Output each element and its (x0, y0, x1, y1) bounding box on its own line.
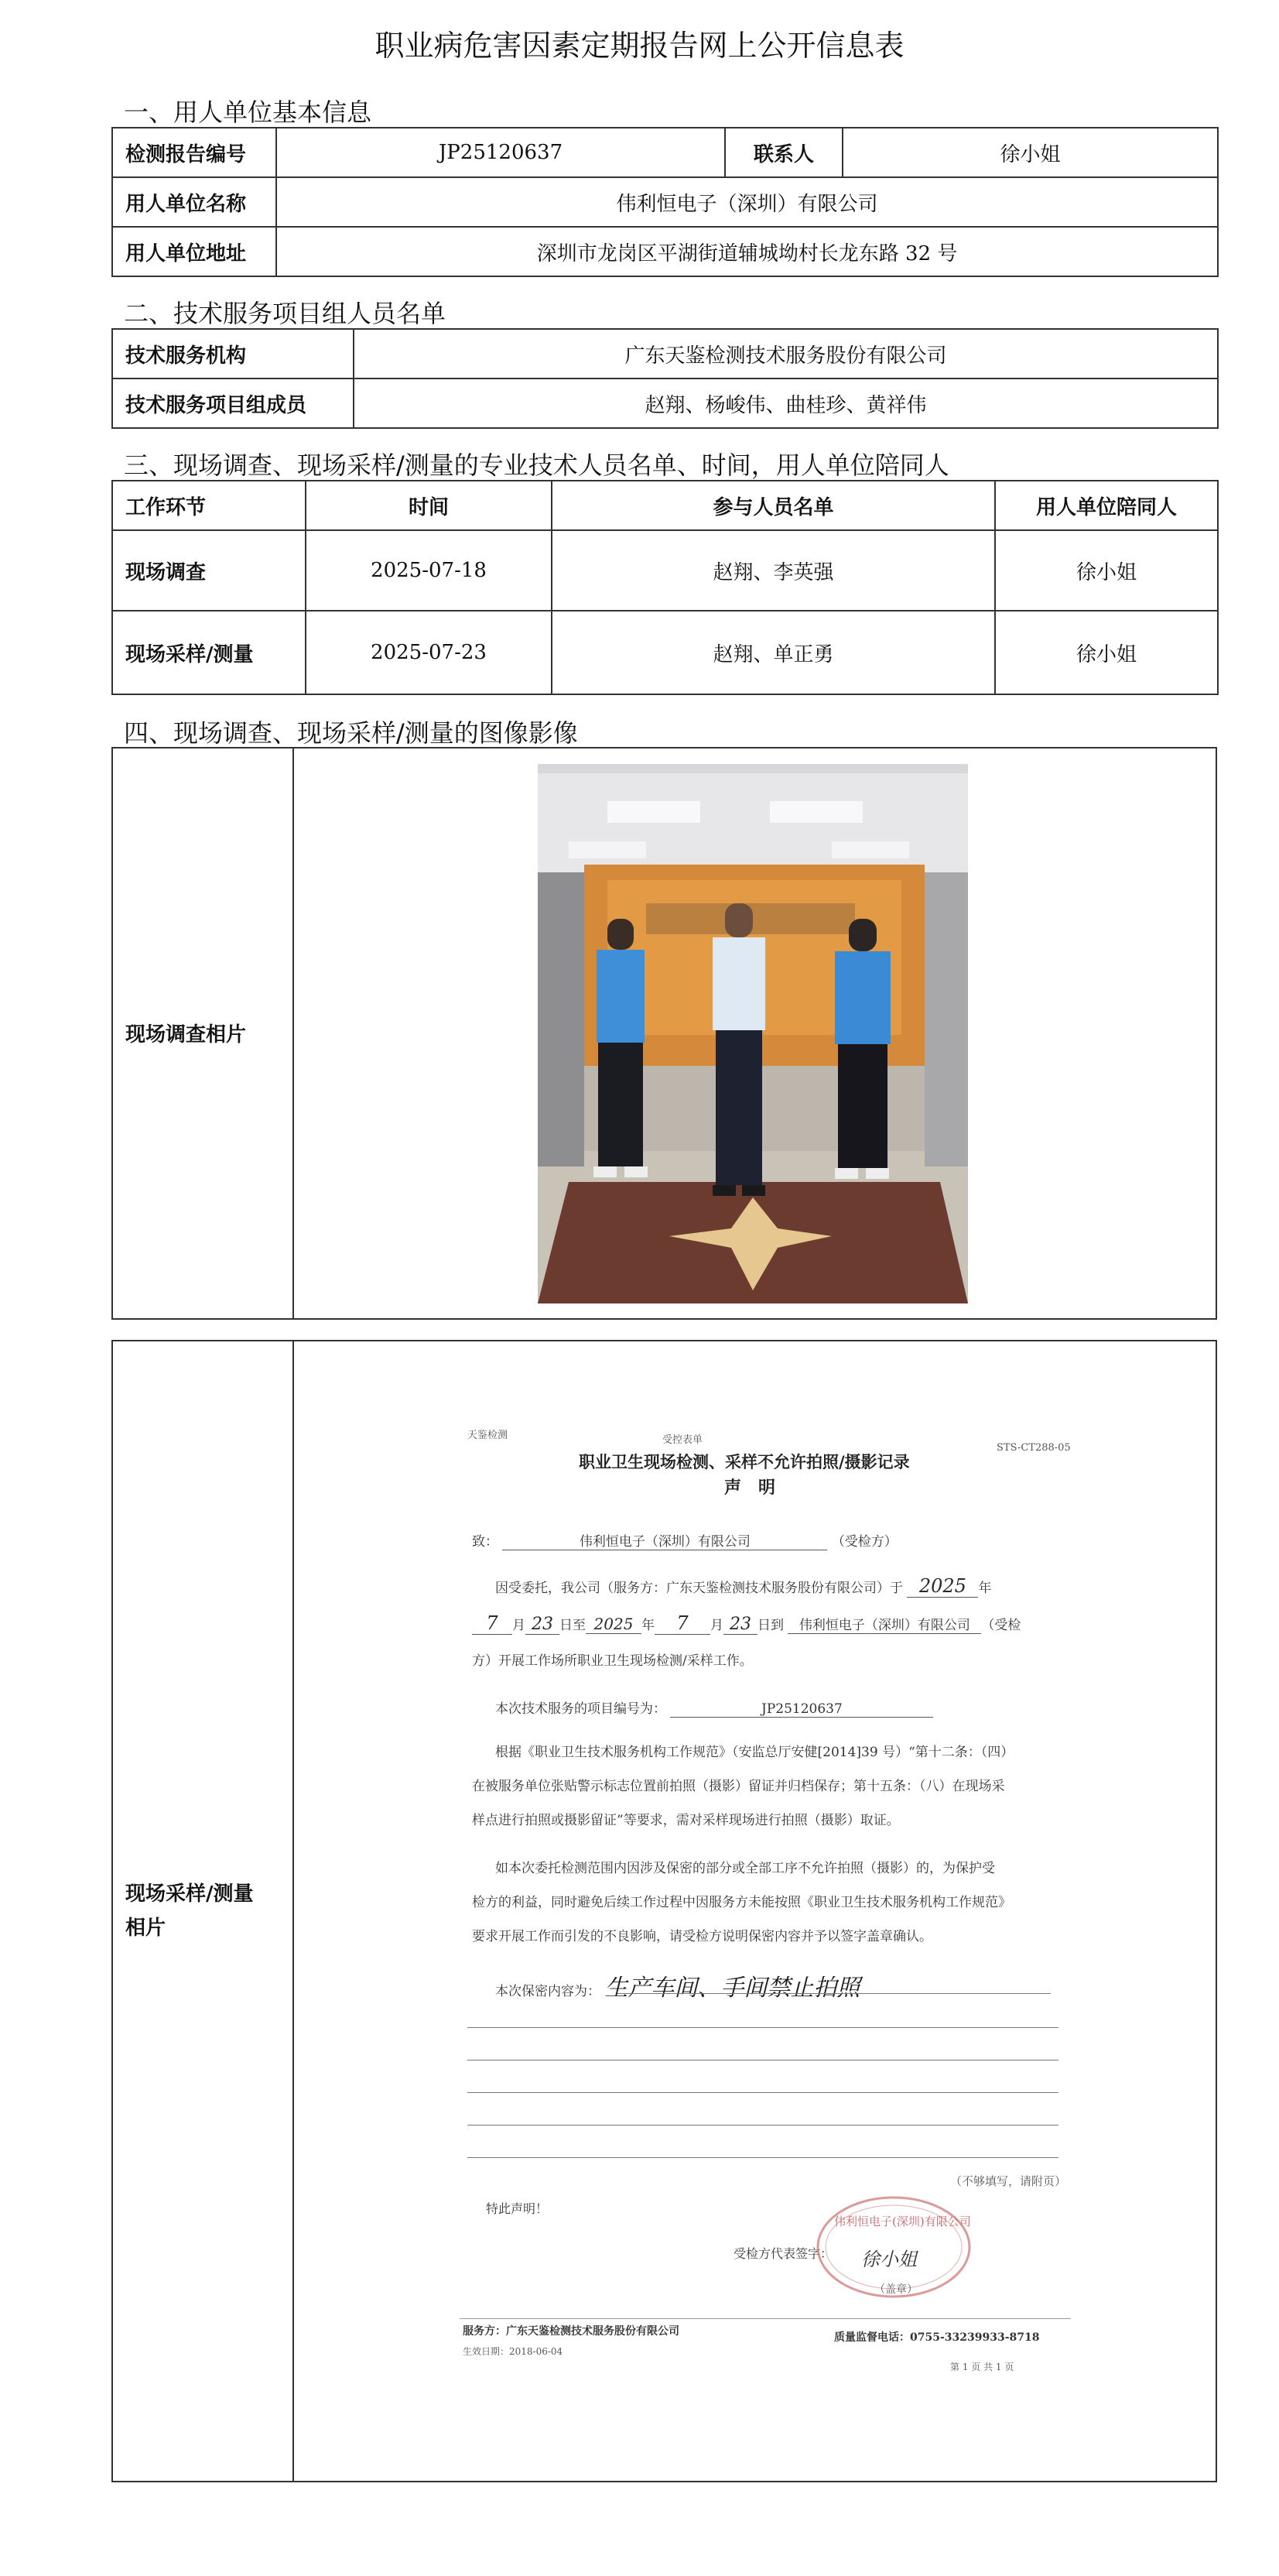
col-escort: 用人单位陪同人 (995, 481, 1218, 530)
scan-footer-hotline: 质量监督电话：0755-33239933-8718 (834, 2331, 1040, 2344)
scan-title: 职业卫生现场检测、采样不允许拍照/摄影记录 (579, 1452, 910, 1471)
scan-yue2: 月 (710, 1618, 723, 1633)
company-label: 用人单位名称 (112, 177, 276, 227)
row-date: 2025-07-18 (306, 530, 552, 611)
scan-p5-label: 本次保密内容为： (495, 1984, 600, 1999)
scan-footer-date: 生效日期：2018-06-04 (463, 2346, 563, 2357)
scan-p4-3: 要求开展工作而引发的不良影响，请受检方说明保密内容并予以签字盖章确认。 (472, 1929, 932, 1944)
team-table (111, 328, 1219, 429)
scan-rep-label: 受检方代表签字： (734, 2246, 833, 2261)
scan-to-suffix: （受检方） (831, 1534, 898, 1550)
row-escort: 徐小姐 (995, 611, 1218, 694)
section3-heading: 三、现场调查、现场采样/测量的专业技术人员名单、时间，用人单位陪同人 (124, 450, 949, 480)
scan-seal-label: （盖章） (874, 2283, 918, 2296)
scan-year2: 2025 (586, 1615, 641, 1634)
scan-year1: 2025 (907, 1575, 978, 1598)
col-people: 参与人员名单 (552, 481, 995, 530)
scan-to-company: 伟利恒电子（深圳）有限公司 (502, 1530, 827, 1550)
scan-p2-no: JP25120637 (670, 1701, 933, 1718)
address-value: 深圳市龙岗区平湖街道辅城坳村长龙东路 32 号 (276, 227, 1218, 276)
scan-ridao: 日到 (757, 1618, 784, 1633)
scan-to-prefix: 致： (472, 1534, 498, 1550)
scan-p5-content: 生产车间、手间禁止拍照 (604, 1975, 860, 2002)
row-date: 2025-07-23 (306, 611, 552, 694)
contact-value: 徐小姐 (843, 128, 1218, 177)
scan-nian2: 年 (641, 1618, 655, 1633)
scan-p3-1: 根据《职业卫生技术服务机构工作规范》（安监总厅安健[2014]39 号）“第十二条：（四） (495, 1745, 1014, 1760)
sampling-photo-label-2: 相片 (125, 1917, 166, 1940)
scan-p1a: 因受委托，我公司（服务方：广东天鉴检测技术服务股份有限公司）于 (495, 1581, 903, 1596)
scan-yue1: 月 (512, 1618, 525, 1633)
org-label: 技术服务机构 (112, 329, 354, 379)
col-date: 时间 (306, 481, 552, 530)
col-stage: 工作环节 (112, 481, 306, 530)
scan-p4-2: 检方的利益，同时避免后续工作过程中因服务方未能按照《职业卫生技术服务机构工作规范》 (472, 1895, 1011, 1910)
scan-declare: 特此声明！ (486, 2201, 549, 2216)
scan-p2-label: 本次技术服务的项目编号为： (495, 1701, 666, 1717)
members-value: 赵翔、杨峻伟、曲桂珍、黄祥伟 (354, 379, 1218, 428)
basic-info-table (111, 127, 1219, 277)
row-stage: 现场采样/测量 (112, 611, 306, 694)
scan-p1-company: 伟利恒电子（深圳）有限公司 (788, 1614, 981, 1634)
report-no-value: JP25120637 (276, 128, 725, 177)
page-title: 职业病危害因素定期报告网上公开信息表 (374, 29, 905, 63)
scan-month1: 7 (472, 1612, 512, 1635)
row-people: 赵翔、李英强 (552, 530, 995, 611)
members-label: 技术服务项目组成员 (112, 379, 354, 428)
scan-p3-2: 在被服务单位张贴警示标志位置前拍照（摄影）留证并归档保存；第十五条：（八）在现场采 (472, 1779, 1005, 1794)
address-label: 用人单位地址 (112, 227, 276, 276)
scan-p1-end: 方）开展工作场所职业卫生现场检测/采样工作。 (472, 1653, 753, 1669)
scan-month2: 7 (655, 1612, 710, 1635)
scan-nian: 年 (978, 1581, 992, 1596)
scan-corner-left: 天鉴检测 (467, 1430, 508, 1441)
scan-corner-mid: 受控表单 (662, 1434, 703, 1446)
org-value: 广东天鉴检测技术服务股份有限公司 (354, 329, 1218, 379)
survey-photo-box (111, 747, 1217, 1320)
scan-subtitle: 声 明 (724, 1478, 776, 1498)
table-row (112, 611, 1218, 694)
survey-photo-label: 现场调查相片 (125, 1023, 247, 1046)
scan-note: （不够填写，请附页） (950, 2174, 1067, 2188)
scan-day1: 23 (525, 1615, 559, 1635)
scan-day2: 23 (723, 1615, 757, 1635)
scan-footer-page: 第 1 页 共 1 页 (950, 2362, 1014, 2372)
row-people: 赵翔、单正勇 (552, 611, 995, 694)
scan-rep-sign: 徐小姐 (861, 2249, 917, 2270)
scan-p1-shoujian: （受检 (981, 1618, 1021, 1633)
company-value: 伟利恒电子（深圳）有限公司 (276, 177, 1218, 227)
scan-p3-3: 样点进行拍照或摄影留证”等要求，需对采样现场进行拍照（摄影）取证。 (472, 1813, 900, 1828)
table-row (112, 530, 1218, 611)
scan-footer-service: 服务方：广东天鉴检测技术服务股份有限公司 (463, 2325, 679, 2338)
section1-heading: 一、用人单位基本信息 (124, 98, 372, 127)
row-stage: 现场调查 (112, 530, 306, 611)
sampling-photo-label-1: 现场采样/测量 (125, 1882, 254, 1906)
report-no-label: 检测报告编号 (112, 128, 276, 177)
section2-heading: 二、技术服务项目组人员名单 (124, 299, 446, 328)
scan-corner-right: STS-CT288-05 (997, 1442, 1071, 1454)
survey-photo (538, 764, 968, 1303)
section4-heading: 四、现场调查、现场采样/测量的图像影像 (124, 718, 578, 748)
row-escort: 徐小姐 (995, 530, 1218, 611)
contact-label: 联系人 (725, 128, 843, 177)
declaration-scan (292, 1341, 1216, 2481)
scan-rizhi: 日至 (559, 1618, 586, 1633)
scan-stamp-text: 伟利恒电子(深圳)有限公司 (834, 2215, 971, 2228)
schedule-table (111, 480, 1219, 695)
scan-p4-1: 如本次委托检测范围内因涉及保密的部分或全部工序不允许拍照（摄影）的，为保护受 (495, 1861, 995, 1876)
sampling-photo-box (111, 1340, 1217, 2482)
